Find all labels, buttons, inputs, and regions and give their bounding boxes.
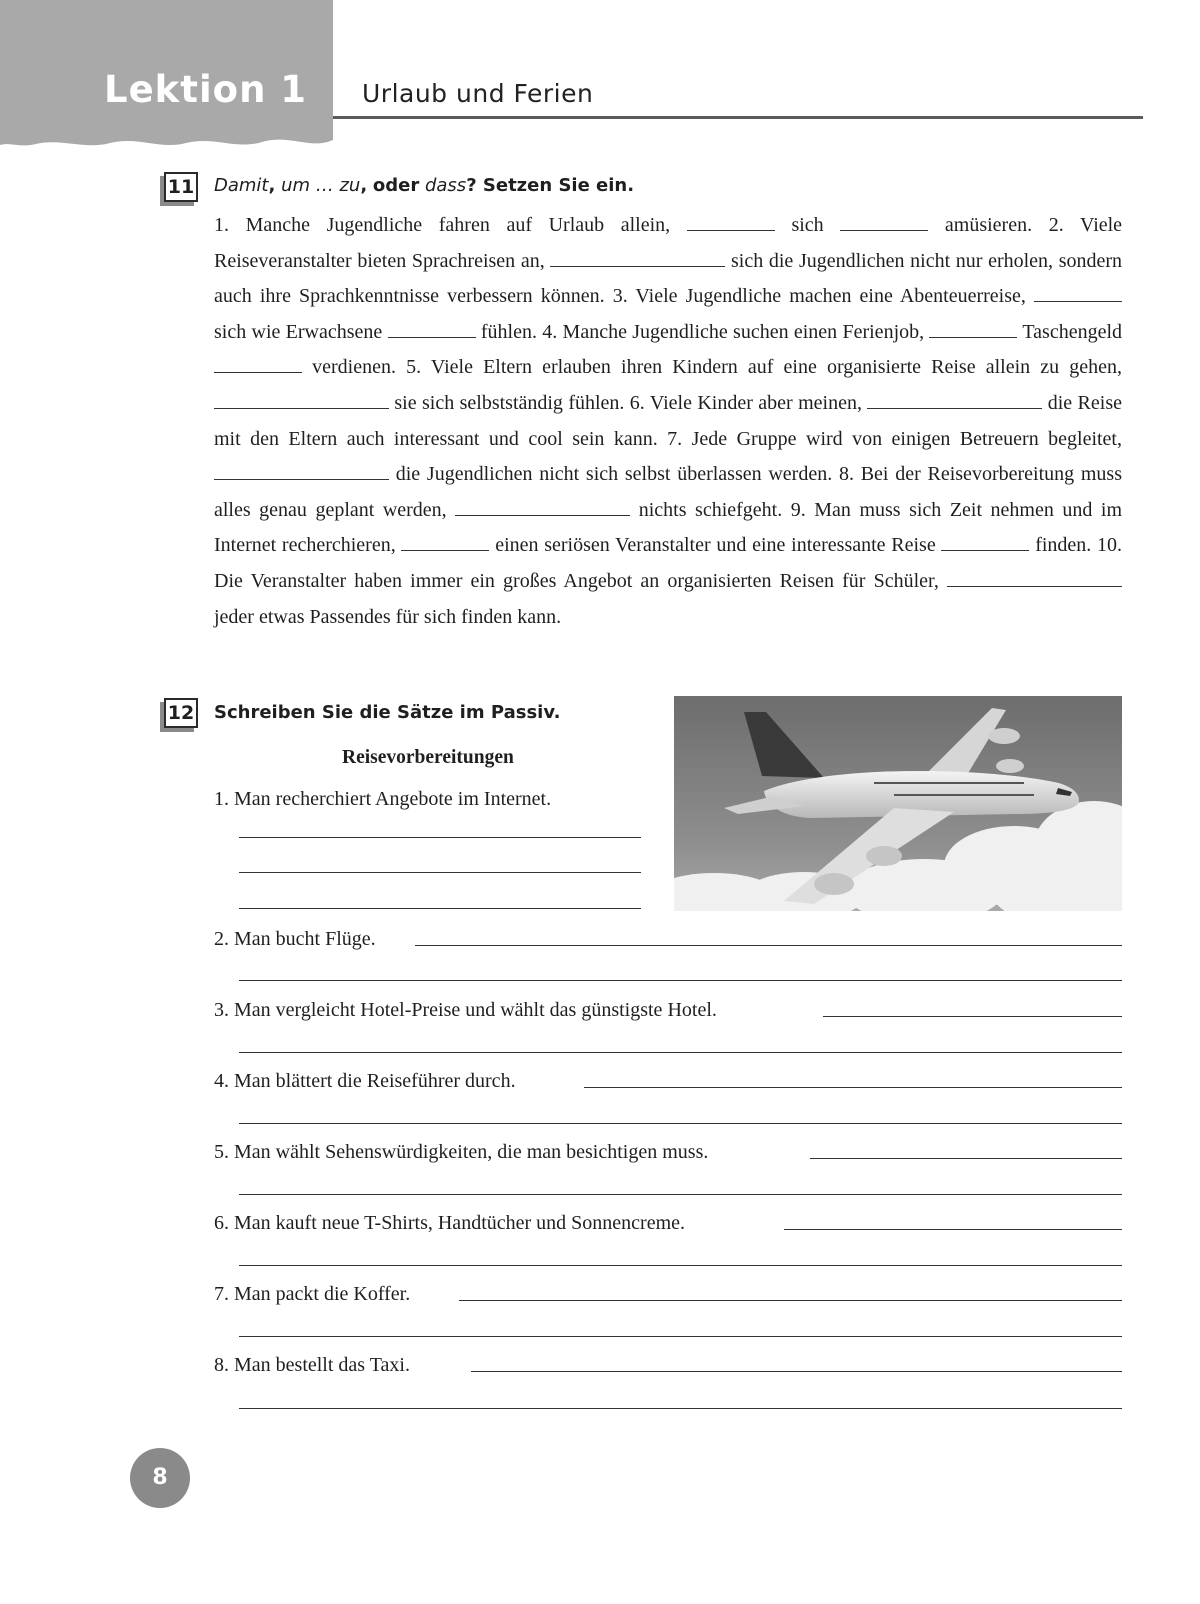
answer-line-2b[interactable] bbox=[239, 980, 1122, 981]
answer-line-1c[interactable] bbox=[239, 908, 641, 909]
text-segment: fühlen. 4. Manche Jugendliche suchen einen Ferienjob, bbox=[480, 320, 925, 343]
instr-rest: ? Setzen Sie ein. bbox=[466, 175, 635, 196]
blank-2[interactable] bbox=[550, 248, 725, 267]
blank-3b[interactable] bbox=[388, 319, 476, 338]
answer-line-7a[interactable] bbox=[459, 1300, 1122, 1301]
answer-line-1b[interactable] bbox=[239, 872, 641, 873]
passive-item-1: 1. Man recherchiert Angebote im Internet. bbox=[214, 788, 552, 810]
header-divider bbox=[333, 116, 1143, 119]
answer-line-1a[interactable] bbox=[239, 837, 641, 838]
exercise-12-subheading: Reisevorbereitungen bbox=[342, 747, 514, 768]
passive-item-7: 7. Man packt die Koffer. bbox=[214, 1283, 411, 1305]
blank-9a[interactable] bbox=[401, 532, 489, 551]
instr-comma: , bbox=[268, 175, 276, 196]
text-segment: Taschengeld bbox=[1022, 320, 1123, 343]
instr-damit: Damit bbox=[214, 175, 269, 196]
page-number-badge: 8 bbox=[130, 1448, 190, 1508]
exercise-11-text bbox=[214, 208, 1122, 635]
passive-item-6: 6. Man kauft neue T-Shirts, Handtücher und Sonnencreme. bbox=[214, 1212, 686, 1234]
text-segment: nichts schiefgeht. 9. Man muss sich Zeit nehmen und im Internet recherchieren, bbox=[214, 498, 1123, 557]
blank-6[interactable] bbox=[867, 390, 1042, 409]
text-segment: 1. Manche Jugendliche fahren auf Urlaub allein, bbox=[214, 214, 671, 236]
exercise-12-instruction: Schreiben Sie die Sätze im Passiv. bbox=[214, 702, 561, 723]
answer-line-5b[interactable] bbox=[239, 1194, 1122, 1195]
answer-line-7b[interactable] bbox=[239, 1336, 1122, 1337]
lesson-title: Urlaub und Ferien bbox=[362, 79, 594, 108]
text-segment: sie sich selbstständig fühlen. 6. Viele Kinder aber meinen, bbox=[394, 391, 862, 414]
text-segment: amüsieren. 2. Viele Reiseveranstalter bieten Sprachreisen an, bbox=[214, 214, 1123, 272]
exercise-12-number: 12 bbox=[164, 698, 198, 728]
passive-item-4: 4. Man blättert die Reiseführer durch. bbox=[214, 1070, 516, 1092]
text-segment: die Jugendlichen nicht sich selbst überlassen werden. 8. Bei der Reisevorbereitung muss alles genau geplant werden, bbox=[214, 463, 1122, 521]
exercise-11-number: 11 bbox=[164, 172, 198, 202]
text-segment: sich die Jugendlichen nicht nur erholen, sondern auch ihre Sprachkenntnisse verbessern können. 3. Viele Jugendliche machen eine Abenteuerreise, bbox=[214, 249, 1123, 308]
passive-item-2: 2. Man bucht Flüge. bbox=[214, 928, 376, 950]
blank-7[interactable] bbox=[214, 461, 389, 480]
blank-3a[interactable] bbox=[1034, 283, 1122, 302]
answer-line-2a[interactable] bbox=[415, 945, 1122, 946]
passive-item-5: 5. Man wählt Sehenswürdigkeiten, die man besichtigen muss. bbox=[214, 1141, 709, 1163]
text-segment: finden. 10. Die Veranstalter haben immer ein großes Angebot an organisierten Reisen für Schüler, bbox=[214, 534, 1123, 592]
answer-line-4b[interactable] bbox=[239, 1123, 1122, 1124]
blank-1b[interactable] bbox=[840, 212, 928, 231]
instr-dass: dass bbox=[424, 175, 467, 196]
instr-comma: , bbox=[360, 175, 368, 196]
blank-1a[interactable] bbox=[687, 212, 775, 231]
exercise-11-instruction bbox=[214, 175, 634, 196]
blank-9b[interactable] bbox=[941, 532, 1029, 551]
instr-um-zu: um … zu bbox=[281, 175, 361, 196]
instr-oder: oder bbox=[372, 175, 420, 196]
blank-8[interactable] bbox=[455, 497, 630, 516]
answer-line-8b[interactable] bbox=[239, 1408, 1122, 1409]
answer-line-4a[interactable] bbox=[584, 1087, 1122, 1088]
lesson-label: Lektion 1 bbox=[104, 68, 308, 111]
answer-line-6a[interactable] bbox=[784, 1229, 1122, 1230]
text-segment: einen seriösen Veranstalter und eine interessante Reise bbox=[495, 534, 936, 557]
blank-5[interactable] bbox=[214, 390, 389, 409]
answer-line-3a[interactable] bbox=[823, 1016, 1122, 1017]
answer-line-3b[interactable] bbox=[239, 1052, 1122, 1053]
text-segment: sich wie Erwachsene bbox=[214, 320, 383, 343]
answer-line-8a[interactable] bbox=[471, 1371, 1122, 1372]
text-segment: jeder etwas Passendes für sich finden kann. bbox=[214, 605, 562, 628]
lesson-header-tab bbox=[0, 0, 333, 148]
text-segment: die Reise mit den Eltern auch interessant und cool sein kann. 7. Jede Gruppe wird von einigen Betreuern begleitet, bbox=[214, 391, 1122, 450]
blank-4a[interactable] bbox=[929, 319, 1017, 338]
answer-line-6b[interactable] bbox=[239, 1265, 1122, 1266]
blank-10[interactable] bbox=[947, 568, 1122, 587]
blank-4b[interactable] bbox=[214, 354, 302, 373]
text-segment: verdienen. 5. Viele Eltern erlauben ihren Kindern auf eine organisierte Reise allein zu gehen, bbox=[312, 356, 1122, 379]
passive-item-8: 8. Man bestellt das Taxi. bbox=[214, 1354, 410, 1376]
answer-line-5a[interactable] bbox=[810, 1158, 1122, 1159]
passive-item-3: 3. Man vergleicht Hotel-Preise und wählt das günstigste Hotel. bbox=[214, 999, 717, 1021]
text-segment: sich bbox=[791, 214, 824, 236]
airplane-photo bbox=[674, 696, 1122, 911]
